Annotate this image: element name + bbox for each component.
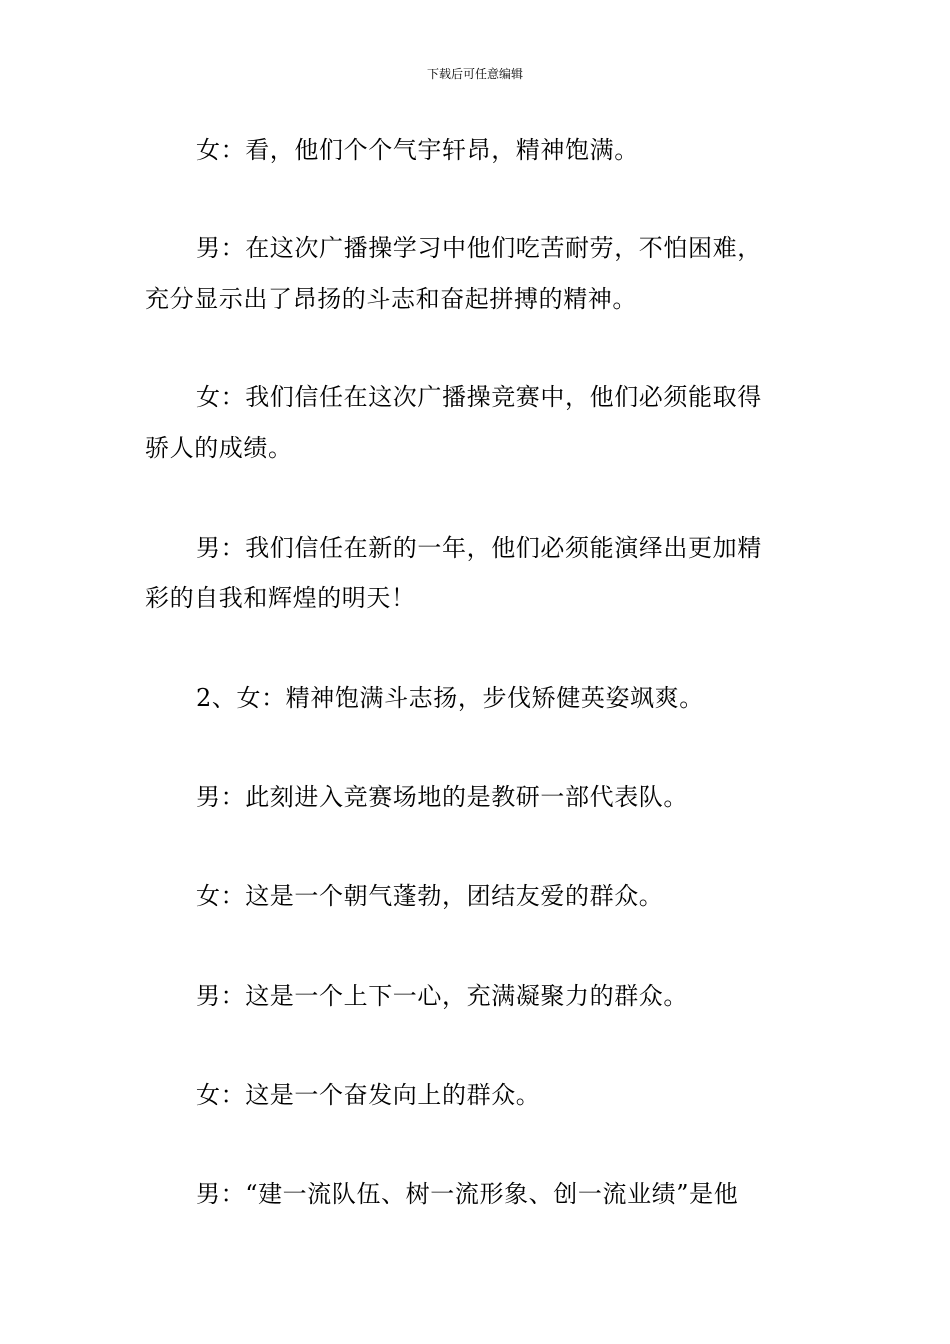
paragraph-line: 女：看，他们个个气宇轩昂，精神饱满。 (196, 136, 639, 164)
page-header-note: 下载后可任意编辑 (426, 67, 523, 81)
paragraph-line: 彩的自我和辉煌的明天！ (145, 584, 416, 612)
paragraph-line: 女：这是一个朝气蓬勃，团结友爱的群众。 (196, 882, 664, 910)
paragraph-line: 2、女：精神饱满斗志扬，步伐矫健英姿飒爽。 (196, 684, 704, 712)
paragraph-line: 男：我们信任在新的一年，他们必须能演绎出更加精 (196, 534, 762, 562)
paragraph-line: 男：此刻进入竞赛场地的是教研一部代表队。 (196, 783, 688, 811)
paragraph-line: 男：“建一流队伍、树一流形象、创一流业绩”是他 (196, 1180, 739, 1208)
paragraph-line: 女：我们信任在这次广播操竞赛中，他们必须能取得 (196, 383, 762, 411)
paragraph-line: 女：这是一个奋发向上的群众。 (196, 1081, 541, 1109)
paragraph-line: 男：在这次广播操学习中他们吃苦耐劳，不怕困难， (196, 234, 762, 262)
paragraph-line: 男：这是一个上下一心，充满凝聚力的群众。 (196, 982, 688, 1010)
paragraph-line: 充分显示出了昂扬的斗志和奋起拼搏的精神。 (145, 285, 637, 313)
paragraph-line: 骄人的成绩。 (145, 434, 293, 462)
